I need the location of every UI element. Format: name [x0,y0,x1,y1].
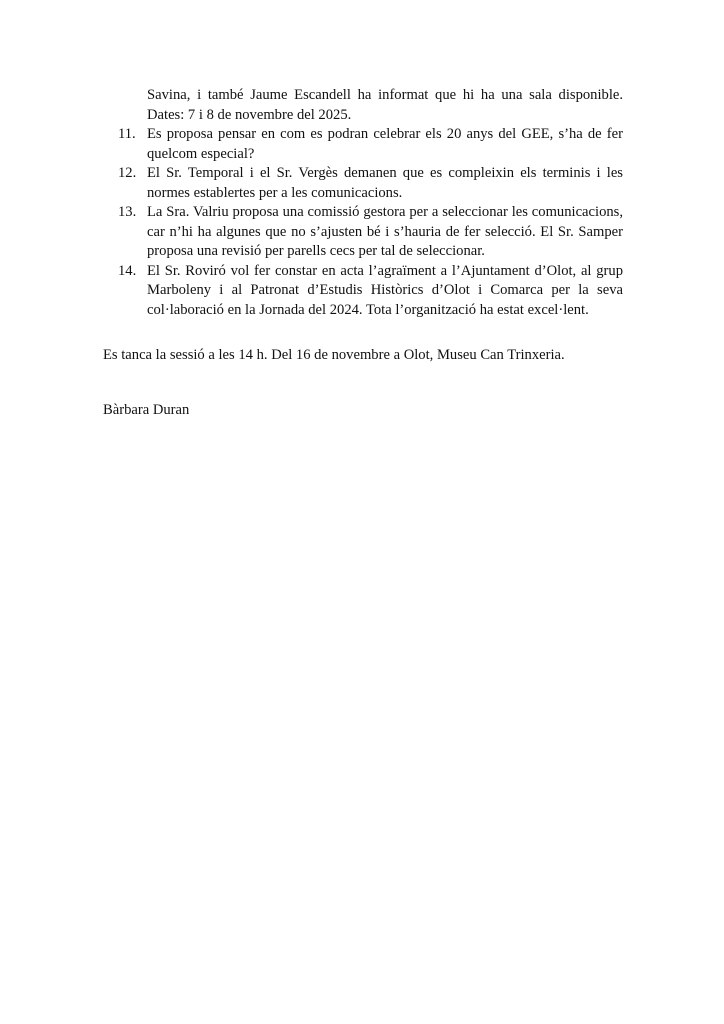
minutes-list [103,86,623,320]
list-item-12 [103,164,623,203]
closing-statement: Es tanca la sessió a les 14 h. Del 16 de novembre a Olot, Museu Can Trinxeria. [103,347,565,363]
list-item-text: El Sr. Temporal i el Sr. Vergès demanen que es compleixin els terminis i les normes establertes per a les comunicacions. [147,165,623,201]
list-item-text: Savina, i també Jaume Escandell ha informat que hi ha una sala disponible. Dates: 7 i 8 de novembre del 2025. [147,87,623,123]
list-item-number: 12. [118,165,137,181]
list-item-11 [103,125,623,164]
list-item-14 [103,262,623,321]
list-item-number: 14. [118,262,137,279]
list-item-text: La Sra. Valriu proposa una comissió gestora per a seleccionar les comunicacions, car n’hi ha algunes que no s’ajusten bé i s’hauria de fer selecció. El Sr. Samper proposa una revisió per parells cecs per tal de seleccionar. [147,204,623,259]
list-item-text: El Sr. Roviró vol fer constar en acta l’agraïment a l’Ajuntament d’Olot, al grup Marboleny i al Patronat d’Estudis Històrics d’Olot i Comarca per la seva col·laboració en la Jornada del 2024. Tota l’organització ha estat excel·lent. [147,262,623,318]
list-item-text: Es proposa pensar en com es podran celebrar els 20 anys del GEE, s’ha de fer quelcom especial? [147,126,623,162]
signature-name: Bàrbara Duran [103,402,190,418]
list-item-number: 13. [118,204,137,220]
list-item-13 [103,203,623,262]
list-item-number: 11. [118,126,136,142]
list-item-continuation [103,86,623,125]
